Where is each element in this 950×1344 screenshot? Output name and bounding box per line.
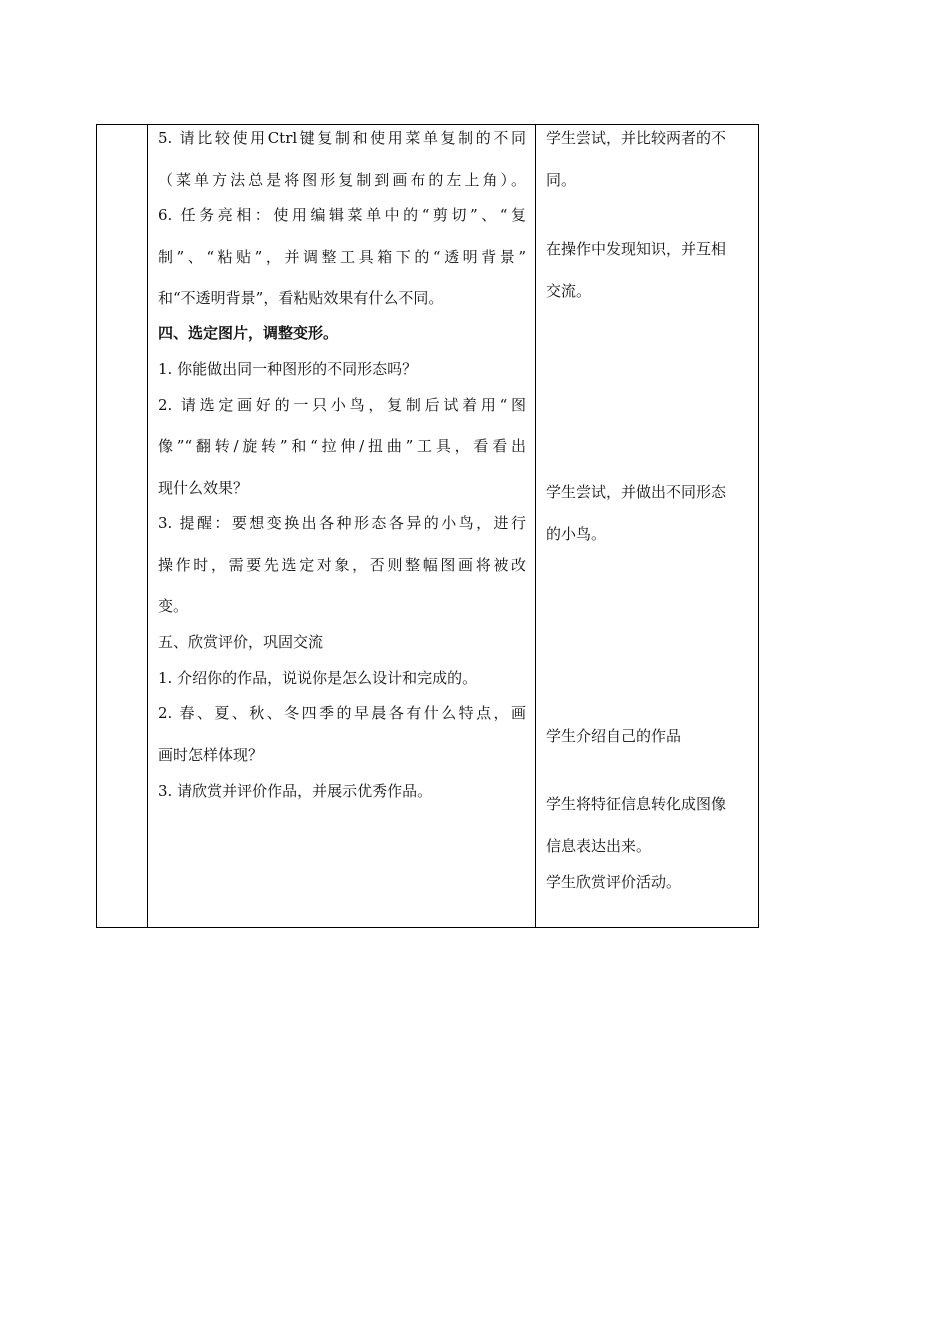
column-divider-1 [147, 125, 148, 927]
activity-line: 学生将特征信息转化成图像 [546, 795, 727, 813]
activity-line: 学生介绍自己的作品 [546, 727, 682, 745]
section-heading: 四、选定图片，调整变形。 [158, 324, 339, 342]
lesson-table [96, 124, 759, 928]
activity-line: 同。 [546, 171, 577, 189]
activity-line: 交流。 [546, 282, 592, 300]
section-heading: 五、欣赏评价，巩固交流 [158, 633, 324, 651]
column-divider-2 [535, 125, 536, 927]
activity-line: 的小鸟。 [546, 525, 607, 543]
activity-line: 学生尝试，并做出不同形态 [546, 483, 727, 501]
content-line: 像”“翻转/旋转”和“拉伸/扭曲”工具，看看出 [158, 437, 526, 455]
content-line: 6. 任务亮相：使用编辑菜单中的“剪切”、“复 [158, 206, 526, 224]
activity-line: 学生尝试，并比较两者的不 [546, 129, 727, 147]
activity-line: 学生欣赏评价活动。 [546, 873, 682, 891]
content-line: 画时怎样体现？ [158, 746, 264, 764]
content-line: 2. 请选定画好的一只小鸟，复制后试着用“图 [158, 396, 526, 414]
content-line: 3. 提醒：要想变换出各种形态各异的小鸟，进行 [158, 514, 526, 532]
content-line: （菜单方法总是将图形复制到画布的左上角）。 [158, 171, 526, 189]
content-line: 和“不透明背景”，看粘贴效果有什么不同。 [158, 289, 444, 307]
content-line: 变。 [158, 597, 189, 615]
activity-line: 信息表达出来。 [546, 837, 652, 855]
content-line: 制”、“粘贴”，并调整工具箱下的“透明背景” [158, 248, 526, 266]
content-line: 3. 请欣赏并评价作品，并展示优秀作品。 [158, 782, 433, 800]
activity-line: 在操作中发现知识，并互相 [546, 240, 727, 258]
content-line: 操作时，需要先选定对象，否则整幅图画将被改 [158, 556, 526, 574]
content-line: 现什么效果？ [158, 479, 249, 497]
content-line: 1. 介绍你的作品，说说你是怎么设计和完成的。 [158, 669, 478, 687]
content-line: 1. 你能做出同一种图形的不同形态吗？ [158, 360, 418, 378]
content-line: 2. 春、夏、秋、冬四季的早晨各有什么特点，画 [158, 704, 526, 722]
content-line: 5. 请比较使用Ctrl键复制和使用菜单复制的不同 [158, 129, 526, 147]
